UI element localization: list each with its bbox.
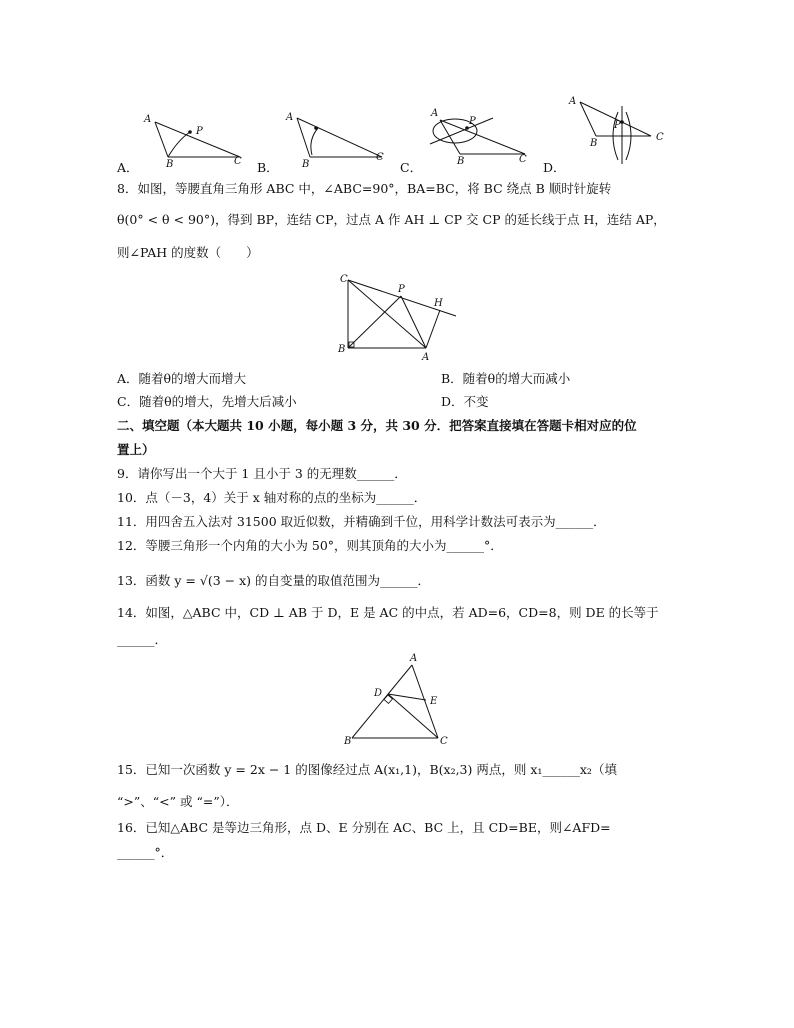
svg-text:C: C bbox=[519, 154, 527, 165]
fig7-option-d bbox=[566, 94, 676, 169]
section-2-heading-line-1: 二、填空题（本大题共 10 小题，每小题 3 分，共 30 分．把答案直接填在答题卡相对应的位 bbox=[117, 418, 637, 433]
svg-text:A: A bbox=[410, 653, 418, 664]
svg-text:A: A bbox=[422, 352, 430, 363]
svg-text:C: C bbox=[376, 152, 384, 163]
q8-line-1: 8．如图，等腰直角三角形 ABC 中，∠ABC=90°，BA=BC，将 BC 绕点 B 顺时针旋转 bbox=[117, 181, 612, 196]
svg-text:C: C bbox=[340, 274, 348, 285]
section-2-heading-line-2: 置上） bbox=[117, 442, 155, 457]
fig7-option-c bbox=[425, 106, 535, 166]
svg-text:B: B bbox=[302, 159, 310, 170]
svg-text:H: H bbox=[434, 298, 443, 309]
q8-line-2: θ(0° < θ < 90°)，得到 BP，连结 CP，过点 A 作 AH ⊥ CP 交 CP 的延长线于点 H，连结 AP， bbox=[117, 212, 666, 227]
svg-text:P: P bbox=[614, 120, 621, 131]
svg-text:D: D bbox=[374, 688, 383, 699]
fig7-label-b: B． bbox=[257, 160, 279, 175]
svg-text:B: B bbox=[590, 138, 598, 149]
q11: 11．用四舍五入法对 31500 取近似数，并精确到千位，用科学计数法可表示为______． bbox=[117, 514, 606, 529]
q8-option-b: B．随着θ的增大而减小 bbox=[441, 371, 571, 386]
q8-option-c: C．随着θ的增大，先增大后减小 bbox=[117, 394, 297, 409]
svg-text:P: P bbox=[398, 284, 405, 295]
q14-line-2: ______． bbox=[117, 632, 168, 647]
q16-line-1: 16．已知△ABC 是等边三角形，点 D、E 分别在 AC、BC 上，且 CD=BE，则∠AFD= bbox=[117, 820, 611, 835]
svg-text:E: E bbox=[430, 696, 438, 707]
q12: 12．等腰三角形一个内角的大小为 50°，则其顶角的大小为______°． bbox=[117, 538, 503, 553]
svg-text:A: A bbox=[569, 96, 577, 107]
q16-line-2: ______°． bbox=[117, 845, 174, 860]
q8-figure bbox=[336, 272, 466, 362]
fig7-label-c: C． bbox=[400, 160, 423, 175]
svg-text:A: A bbox=[431, 108, 439, 119]
q14-figure bbox=[342, 650, 462, 750]
fig7-option-a bbox=[140, 110, 250, 170]
svg-text:C: C bbox=[234, 156, 242, 167]
fig7-label-a: A． bbox=[117, 160, 139, 175]
svg-text:B: B bbox=[166, 159, 174, 170]
svg-text:C: C bbox=[440, 736, 448, 747]
svg-text:B: B bbox=[457, 156, 465, 167]
svg-text:B: B bbox=[344, 736, 352, 747]
fig7-label-d: D． bbox=[543, 160, 566, 175]
svg-text:C: C bbox=[656, 132, 664, 143]
q14-line-1: 14．如图，△ABC 中，CD ⊥ AB 于 D，E 是 AC 的中点，若 AD=6，CD=8，则 DE 的长等于 bbox=[117, 605, 659, 620]
q8-option-d: D．不变 bbox=[441, 394, 489, 409]
q10: 10．点（－3，4）关于 x 轴对称的点的坐标为______． bbox=[117, 490, 427, 505]
fig7-option-b bbox=[282, 110, 392, 170]
svg-text:A: A bbox=[286, 112, 294, 123]
svg-text:B: B bbox=[338, 344, 346, 355]
q8-line-3: 则∠PAH 的度数（ ） bbox=[117, 245, 259, 260]
svg-text:P: P bbox=[196, 126, 203, 137]
svg-text:P: P bbox=[469, 116, 476, 127]
q13: 13．函数 y = √(3 − x) 的自变量的取值范围为______． bbox=[117, 573, 430, 588]
svg-text:A: A bbox=[144, 114, 152, 125]
q15-line-1: 15．已知一次函数 y = 2x − 1 的图像经过点 A(x₁,1)，B(x₂,3) 两点，则 x₁______x₂（填 bbox=[117, 762, 617, 777]
q9: 9．请你写出一个大于 1 且小于 3 的无理数______． bbox=[117, 466, 407, 481]
q8-option-a: A．随着θ的增大而增大 bbox=[117, 371, 247, 386]
q15-line-2: “>”、“<” 或 “=”）． bbox=[117, 794, 239, 809]
